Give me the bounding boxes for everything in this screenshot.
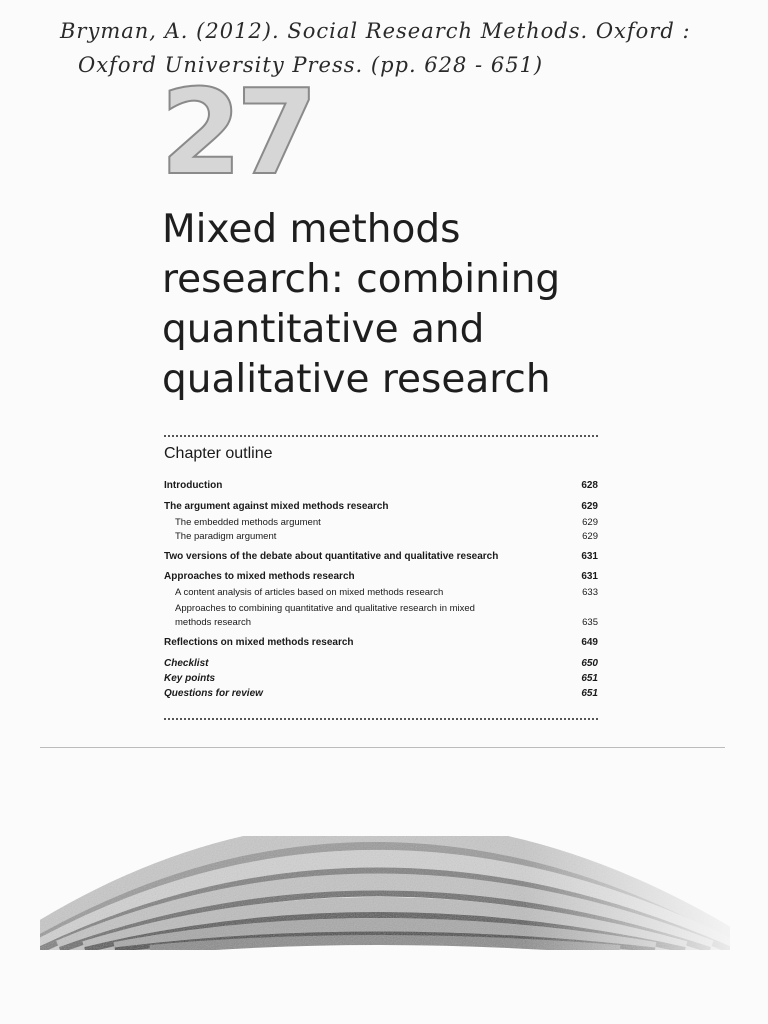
toc-entry-page: 651 [581,688,598,699]
handwritten-line-1: Bryman, A. (2012). Social Research Methods. Oxford : [60,19,691,43]
toc-entry[interactable] [164,635,598,650]
toc-entry-page: 631 [581,571,598,582]
toc-entry[interactable] [164,499,598,514]
page-separator-line [40,747,725,748]
toc-entry-label: The argument against mixed methods research [164,501,389,512]
toc-entry[interactable] [164,549,598,564]
toc-subentry[interactable] [164,516,598,530]
toc-entry-page: 649 [581,637,598,648]
toc-entry-label: Key points [164,673,216,684]
toc-entry-label: The embedded methods argument [175,517,321,528]
toc-entry-label: Introduction [164,480,223,491]
chapter-number: 27 [160,63,313,201]
toc-subentry[interactable] [164,602,598,630]
toc-entry-label: Questions for review [164,688,263,699]
toc-entry-page: 629 [582,517,598,528]
toc-entry-page: 651 [581,673,598,684]
toc-entry-label: Approaches to combining quantitative and qualitative research in mixed methods research [175,603,475,628]
toc-entry-label: Checklist [164,658,209,669]
toc-entry-page: 629 [582,531,598,542]
toc-entry[interactable] [164,656,598,671]
decorative-curved-rings-image [40,762,730,950]
toc-subentry[interactable] [164,586,598,600]
chapter-title-line: qualitative research [162,357,551,402]
chapter-title [162,205,682,405]
toc-entry[interactable] [164,569,598,584]
chapter-title-line: research: combining [162,257,561,302]
dotted-divider-top [164,435,598,437]
toc-entry-label: The paradigm argument [175,531,277,542]
toc-entry-label: Two versions of the debate about quantitative and qualitative research [164,551,499,562]
toc-entry-page: 635 [582,617,598,628]
dotted-divider-bottom [164,718,598,720]
toc-entry-page: 631 [581,551,598,562]
toc-entry-page: 650 [581,658,598,669]
chapter-title-line: quantitative and [162,307,485,352]
toc-entry-label: A content analysis of articles based on mixed methods research [175,587,444,598]
toc-subentry[interactable] [164,530,598,544]
toc-entry[interactable] [164,478,598,493]
toc-entry-label: Reflections on mixed methods research [164,637,354,648]
toc-entry[interactable] [164,671,598,686]
toc-entry-label: Approaches to mixed methods research [164,571,355,582]
chapter-outline-heading: Chapter outline [164,445,273,462]
toc-entry-page: 629 [581,501,598,512]
toc-entry-page: 628 [581,480,598,491]
chapter-title-line: Mixed methods [162,207,461,252]
handwritten-line-2: Oxford University Press. (pp. 628 - 651) [78,53,544,77]
toc-entry-page: 633 [582,587,598,598]
toc-entry[interactable] [164,686,598,701]
table-of-contents [164,478,598,701]
